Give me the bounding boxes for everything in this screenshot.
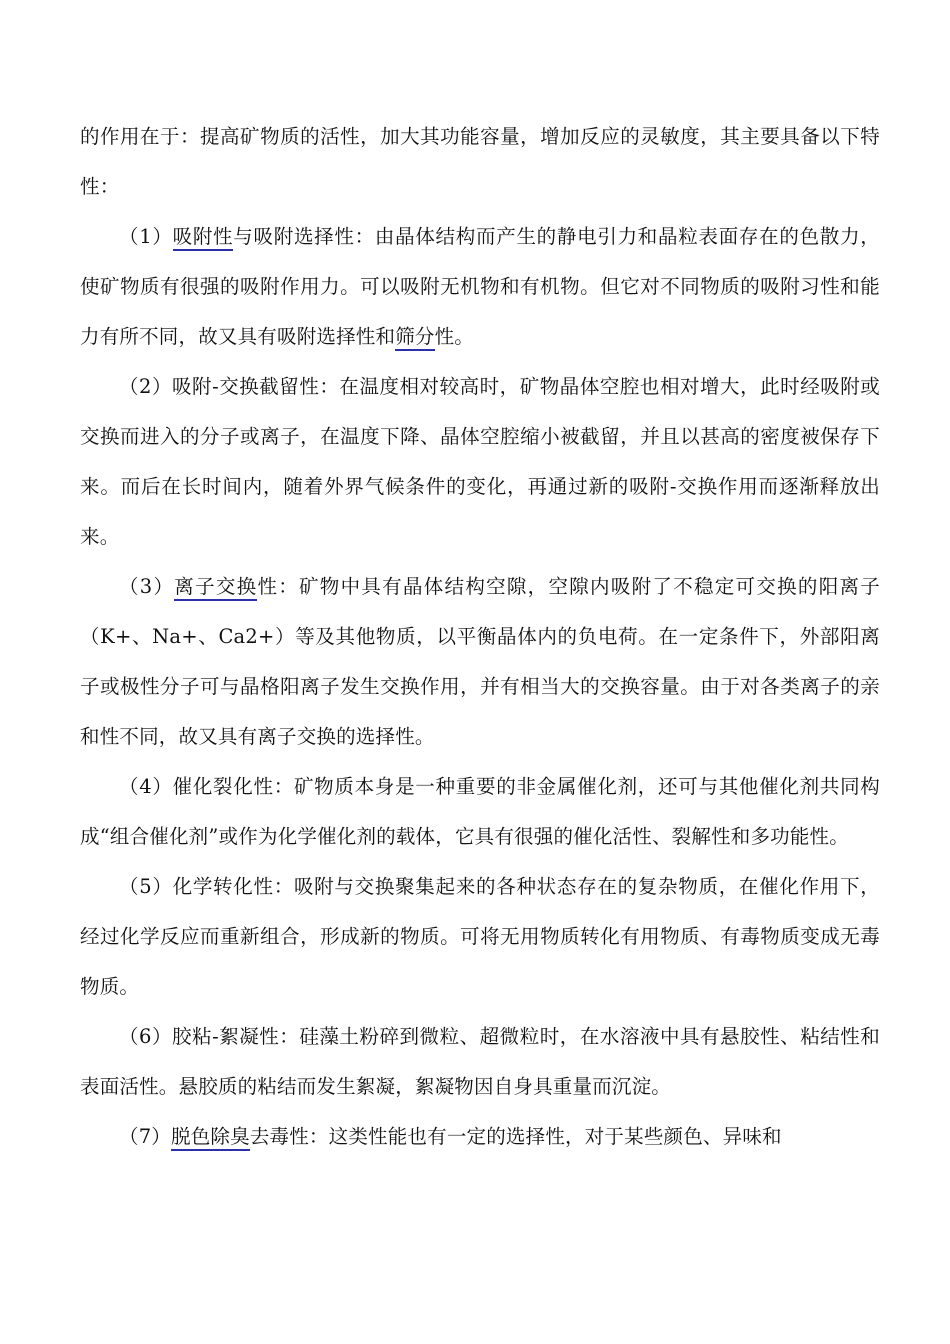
term-link-decolorization[interactable]: 脱色除臭 [171, 1125, 250, 1151]
paragraph-flocculation [80, 1012, 880, 1112]
item-number: （3） [119, 575, 175, 598]
paragraph-text: 与吸附选择性：由晶体结构而产生的静电引力和晶粒表面存在的色散力，使矿物质有很强的吸附作用力。可以吸附无机物和有机物。但它对不同物质的吸附习性和能力有所不同，故又具有吸附选择性和 [80, 225, 880, 348]
paragraph-retention [80, 362, 880, 562]
paragraph-text: （5）化学转化性：吸附与交换聚集起来的各种状态存在的复杂物质，在催化作用下，经过化学反应而重新组合，形成新的物质。可将无用物质转化有用物质、有毒物质变成无毒物质。 [80, 875, 880, 998]
paragraph-catalysis [80, 762, 880, 862]
paragraph-adsorption [80, 212, 880, 362]
paragraph-text: 性：矿物中具有晶体结构空隙，空隙内吸附了不稳定可交换的阳离子（K+、Na+、Ca2+）等及其他物质，以平衡晶体内的负电荷。在一定条件下，外部阳离子或极性分子可与晶格阳离子发生交换作用，并有相当大的交换容量。由于对各类离子的亲和性不同，故又具有离子交换的选择性。 [80, 575, 880, 748]
item-number: （7） [119, 1125, 172, 1148]
paragraph-text: （6）胶粘-絮凝性：硅藻土粉碎到微粒、超微粒时，在水溶液中具有悬胶性、粘结性和表面活性。悬胶质的粘结而发生絮凝，絮凝物因自身具重量而沉淀。 [80, 1025, 880, 1098]
paragraph-text: 去毒性：这类性能也有一定的选择性，对于某些颜色、异味和 [249, 1125, 782, 1148]
term-link-adsorption[interactable]: 吸附性 [173, 225, 234, 251]
intro-text: 的作用在于：提高矿物质的活性，加大其功能容量，增加反应的灵敏度，其主要具备以下特性： [80, 125, 880, 198]
paragraph-decolorization [80, 1112, 880, 1162]
item-number: （1） [119, 225, 173, 248]
paragraph-text: 性。 [434, 325, 475, 348]
paragraph-ion-exchange [80, 562, 880, 762]
document-page [80, 112, 880, 1162]
paragraph-chemical-conversion [80, 862, 880, 1012]
paragraph-text: （2）吸附-交换截留性：在温度相对较高时，矿物晶体空腔也相对增大，此时经吸附或交换而进入的分子或离子，在温度下降、晶体空腔缩小被截留，并且以甚高的密度被保存下来。而后在长时间内，随着外界气候条件的变化，再通过新的吸附-交换作用而逐渐释放出来。 [80, 375, 880, 548]
paragraph-text: （4）催化裂化性：矿物质本身是一种重要的非金属催化剂，还可与其他催化剂共同构成“组合催化剂”或作为化学催化剂的载体，它具有很强的催化活性、裂解性和多功能性。 [80, 775, 880, 848]
paragraph-intro [80, 112, 880, 212]
term-link-sieving[interactable]: 筛分 [395, 325, 434, 351]
term-link-ion-exchange[interactable]: 离子交换 [174, 575, 257, 601]
